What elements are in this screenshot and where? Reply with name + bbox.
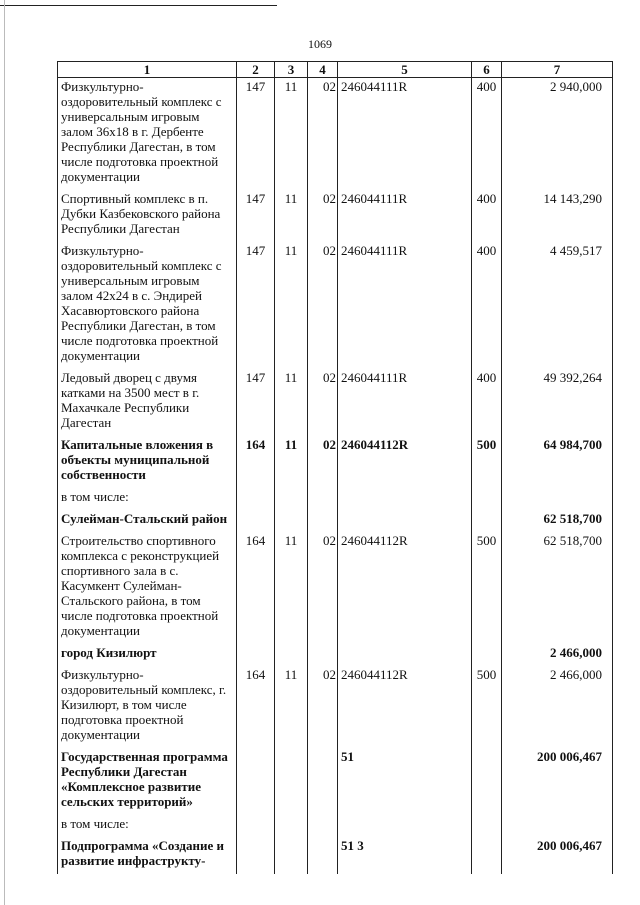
row-cell-c3: 11 bbox=[275, 532, 308, 644]
column-header: 5 bbox=[338, 62, 472, 78]
table-row bbox=[58, 837, 613, 874]
budget-table bbox=[57, 61, 613, 874]
row-cell-c5 bbox=[338, 488, 472, 510]
row-cell-c2 bbox=[237, 644, 275, 666]
table-row bbox=[58, 488, 613, 510]
row-cell-c6: 400 bbox=[472, 242, 502, 369]
row-label: в том числе: bbox=[58, 488, 237, 510]
row-cell-c7 bbox=[502, 815, 613, 837]
table-row bbox=[58, 532, 613, 644]
row-cell-c4 bbox=[308, 748, 338, 815]
row-cell-c2 bbox=[237, 748, 275, 815]
row-cell-c4 bbox=[308, 644, 338, 666]
row-cell-c5: 246044111R bbox=[338, 242, 472, 369]
row-cell-c5: 246044111R bbox=[338, 190, 472, 242]
row-cell-c7: 2 466,000 bbox=[502, 644, 613, 666]
row-label: Физкультурно-оздоровительный комплекс, г. Кизилюрт, в том числе подготовка проектной документации bbox=[58, 666, 237, 748]
row-cell-c6 bbox=[472, 815, 502, 837]
row-cell-c2: 147 bbox=[237, 242, 275, 369]
column-header: 6 bbox=[472, 62, 502, 78]
table-row bbox=[58, 815, 613, 837]
row-cell-c7: 200 006,467 bbox=[502, 748, 613, 815]
row-cell-c2 bbox=[237, 510, 275, 532]
row-cell-c6 bbox=[472, 510, 502, 532]
row-label: Капитальные вложения в объекты муниципальной собственности bbox=[58, 436, 237, 488]
row-cell-c3 bbox=[275, 748, 308, 815]
row-label: город Кизилюрт bbox=[58, 644, 237, 666]
row-cell-c5 bbox=[338, 510, 472, 532]
row-cell-c2: 164 bbox=[237, 532, 275, 644]
row-cell-c7: 4 459,517 bbox=[502, 242, 613, 369]
row-label: Сулейман-Стальский район bbox=[58, 510, 237, 532]
row-cell-c7: 49 392,264 bbox=[502, 369, 613, 436]
row-cell-c3: 11 bbox=[275, 242, 308, 369]
row-cell-c6: 400 bbox=[472, 369, 502, 436]
row-cell-c7: 200 006,467 bbox=[502, 837, 613, 874]
row-cell-c6: 400 bbox=[472, 190, 502, 242]
table-row bbox=[58, 510, 613, 532]
table-row bbox=[58, 190, 613, 242]
row-cell-c5: 246044111R bbox=[338, 369, 472, 436]
column-header: 3 bbox=[275, 62, 308, 78]
row-cell-c6 bbox=[472, 837, 502, 874]
table-row bbox=[58, 666, 613, 748]
column-header: 1 bbox=[58, 62, 237, 78]
row-cell-c3: 11 bbox=[275, 666, 308, 748]
top-rule bbox=[0, 5, 277, 6]
row-cell-c6: 500 bbox=[472, 436, 502, 488]
row-cell-c3 bbox=[275, 837, 308, 874]
row-cell-c6 bbox=[472, 748, 502, 815]
table-row bbox=[58, 748, 613, 815]
row-cell-c3: 11 bbox=[275, 436, 308, 488]
row-cell-c2: 164 bbox=[237, 436, 275, 488]
row-cell-c5: 246044112R bbox=[338, 532, 472, 644]
row-cell-c3 bbox=[275, 510, 308, 532]
row-label: Ледовый дворец с двумя катками на 3500 мест в г. Махачкале Республики Дагестан bbox=[58, 369, 237, 436]
row-cell-c2: 147 bbox=[237, 78, 275, 191]
row-cell-c4: 02 bbox=[308, 78, 338, 191]
row-cell-c5: 51 3 bbox=[338, 837, 472, 874]
row-cell-c6 bbox=[472, 488, 502, 510]
table-row bbox=[58, 644, 613, 666]
row-cell-c5 bbox=[338, 815, 472, 837]
row-cell-c2: 164 bbox=[237, 666, 275, 748]
row-cell-c5: 51 bbox=[338, 748, 472, 815]
column-header: 2 bbox=[237, 62, 275, 78]
row-cell-c7: 62 518,700 bbox=[502, 510, 613, 532]
table-row bbox=[58, 78, 613, 191]
row-cell-c3: 11 bbox=[275, 78, 308, 191]
page-number: 1069 bbox=[308, 37, 332, 51]
row-cell-c6: 500 bbox=[472, 666, 502, 748]
row-cell-c3: 11 bbox=[275, 190, 308, 242]
row-cell-c5: 246044112R bbox=[338, 666, 472, 748]
row-cell-c4 bbox=[308, 815, 338, 837]
row-cell-c2: 147 bbox=[237, 369, 275, 436]
row-cell-c2 bbox=[237, 837, 275, 874]
row-label: Спортивный комплекс в п. Дубки Казбековского района Республики Дагестан bbox=[58, 190, 237, 242]
row-cell-c4: 02 bbox=[308, 436, 338, 488]
row-cell-c7: 64 984,700 bbox=[502, 436, 613, 488]
row-label: Государственная программа Республики Дагестан «Комплексное развитие сельских территорий» bbox=[58, 748, 237, 815]
table-row bbox=[58, 436, 613, 488]
column-header: 4 bbox=[308, 62, 338, 78]
row-cell-c4: 02 bbox=[308, 190, 338, 242]
row-cell-c3 bbox=[275, 815, 308, 837]
row-cell-c4: 02 bbox=[308, 666, 338, 748]
row-cell-c2 bbox=[237, 488, 275, 510]
scan-edge-line bbox=[4, 0, 5, 905]
row-cell-c7: 62 518,700 bbox=[502, 532, 613, 644]
table-row bbox=[58, 369, 613, 436]
row-cell-c6: 500 bbox=[472, 532, 502, 644]
row-label: Физкультурно-оздоровительный комплекс с универсальным игровым залом 42х24 в с. Эндирей Хасавюртовского района Республики Дагестан, в том числе подготовка проектной документации bbox=[58, 242, 237, 369]
row-cell-c3 bbox=[275, 488, 308, 510]
row-cell-c7 bbox=[502, 488, 613, 510]
table-row bbox=[58, 242, 613, 369]
row-cell-c5 bbox=[338, 644, 472, 666]
table-header-row bbox=[58, 62, 613, 78]
row-cell-c7: 2 466,000 bbox=[502, 666, 613, 748]
row-cell-c5: 246044111R bbox=[338, 78, 472, 191]
row-cell-c4 bbox=[308, 510, 338, 532]
row-cell-c4 bbox=[308, 837, 338, 874]
row-cell-c5: 246044112R bbox=[338, 436, 472, 488]
row-cell-c3 bbox=[275, 644, 308, 666]
row-cell-c7: 14 143,290 bbox=[502, 190, 613, 242]
row-cell-c4: 02 bbox=[308, 369, 338, 436]
row-cell-c7: 2 940,000 bbox=[502, 78, 613, 191]
row-label: в том числе: bbox=[58, 815, 237, 837]
row-label: Подпрограмма «Создание и развитие инфраструкту- bbox=[58, 837, 237, 874]
row-cell-c6 bbox=[472, 644, 502, 666]
row-cell-c4: 02 bbox=[308, 532, 338, 644]
row-label: Строительство спортивного комплекса с реконструкцией спортивного зала в с. Касумкент Сулейман-Стальского района, в том числе подготовка проектной документации bbox=[58, 532, 237, 644]
row-cell-c2: 147 bbox=[237, 190, 275, 242]
row-cell-c3: 11 bbox=[275, 369, 308, 436]
row-cell-c4 bbox=[308, 488, 338, 510]
row-cell-c4: 02 bbox=[308, 242, 338, 369]
column-header: 7 bbox=[502, 62, 613, 78]
row-cell-c6: 400 bbox=[472, 78, 502, 191]
row-cell-c2 bbox=[237, 815, 275, 837]
row-label: Физкультурно-оздоровительный комплекс с универсальным игровым залом 36х18 в г. Дербенте Республики Дагестан, в том числе подготовка проектной документации bbox=[58, 78, 237, 191]
